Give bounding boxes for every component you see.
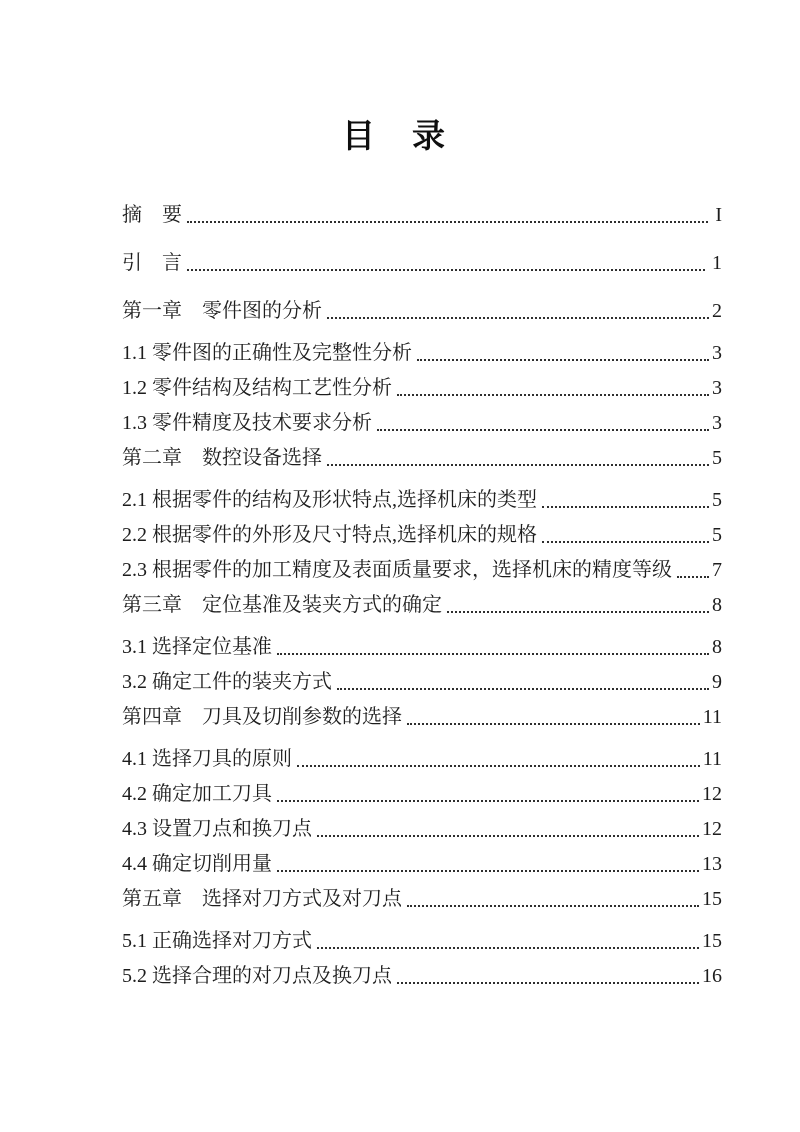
toc-leader-dots — [317, 928, 699, 949]
toc-entry — [122, 202, 722, 228]
toc-entry-label: 1.2 零件结构及结构工艺性分析 — [122, 377, 392, 399]
toc-page-number: 12 — [702, 818, 722, 840]
toc-leader-dots — [417, 340, 709, 361]
toc-entry-label: 3.1 选择定位基准 — [122, 636, 272, 658]
toc-entry-label: 5.2 选择合理的对刀点及换刀点 — [122, 965, 392, 987]
toc-entry-label: 4.4 确定切削用量 — [122, 853, 272, 875]
toc-leader-dots — [542, 522, 709, 543]
toc-entry-label: 第五章 选择对刀方式及对刀点 — [122, 888, 402, 910]
toc-page-number: 13 — [702, 853, 722, 875]
toc-entry — [122, 410, 722, 436]
toc-entry — [122, 816, 722, 842]
toc-leader-dots — [297, 746, 700, 767]
toc-leader-dots — [277, 634, 709, 655]
toc-leader-dots — [187, 250, 705, 271]
toc-entry — [122, 250, 722, 276]
toc-page-number: 3 — [712, 412, 722, 434]
toc-entry-label: 3.2 确定工件的装夹方式 — [122, 671, 332, 693]
toc-list — [122, 202, 722, 989]
toc-leader-dots — [397, 375, 709, 396]
toc-leader-dots — [377, 410, 709, 431]
toc-leader-dots — [317, 816, 699, 837]
toc-entry-label: 第二章 数控设备选择 — [122, 447, 322, 469]
toc-entry-label: 第一章 零件图的分析 — [122, 300, 322, 322]
toc-leader-dots — [407, 886, 699, 907]
toc-entry — [122, 298, 722, 324]
toc-page-number: 15 — [702, 888, 722, 910]
toc-entry-label: 2.3 根据零件的加工精度及表面质量要求，选择机床的精度等级 — [122, 559, 672, 581]
page-title: 目 录 — [342, 117, 447, 154]
toc-leader-dots — [187, 202, 708, 223]
toc-page-number: 8 — [712, 636, 722, 658]
toc-entry — [122, 340, 722, 366]
toc-entry-label: 4.1 选择刀具的原则 — [122, 748, 292, 770]
toc-leader-dots — [397, 963, 699, 984]
toc-entry — [122, 669, 722, 695]
toc-entry — [122, 592, 722, 618]
toc-entry-label: 第四章 刀具及切削参数的选择 — [122, 706, 402, 728]
toc-page-number: 15 — [702, 930, 722, 952]
toc-page-number: 3 — [712, 377, 722, 399]
toc-entry — [122, 557, 722, 583]
toc-entry-label: 1.1 零件图的正确性及完整性分析 — [122, 342, 412, 364]
toc-entry — [122, 522, 722, 548]
toc-page-number: 3 — [712, 342, 722, 364]
toc-entry — [122, 781, 722, 807]
toc-entry-label: 引 言 — [122, 252, 182, 274]
toc-leader-dots — [277, 781, 699, 802]
toc-leader-dots — [407, 704, 700, 725]
toc-leader-dots — [327, 445, 709, 466]
toc-entry-label: 第三章 定位基准及装夹方式的确定 — [122, 594, 442, 616]
toc-page-number: 5 — [712, 447, 722, 469]
toc-entry — [122, 487, 722, 513]
toc-entry — [122, 963, 722, 989]
toc-entry-label: 4.2 确定加工刀具 — [122, 783, 272, 805]
toc-entry-label: 4.3 设置刀点和换刀点 — [122, 818, 312, 840]
toc-page-number: 5 — [712, 489, 722, 511]
toc-leader-dots — [337, 669, 709, 690]
toc-entry — [122, 928, 722, 954]
toc-page-number: 7 — [712, 559, 722, 581]
toc-leader-dots — [277, 851, 699, 872]
toc-entry — [122, 886, 722, 912]
toc-entry-label: 2.2 根据零件的外形及尺寸特点,选择机床的规格 — [122, 524, 537, 546]
toc-leader-dots — [447, 592, 709, 613]
toc-entry — [122, 634, 722, 660]
toc-entry-label: 1.3 零件精度及技术要求分析 — [122, 412, 372, 434]
toc-page-number: 9 — [712, 671, 722, 693]
toc-entry-label: 5.1 正确选择对刀方式 — [122, 930, 312, 952]
toc-page-number: 8 — [712, 594, 722, 616]
toc-leader-dots — [542, 487, 709, 508]
toc-entry — [122, 746, 722, 772]
toc-leader-dots — [327, 298, 709, 319]
toc-leader-dots — [677, 557, 709, 578]
toc-page-number: 1 — [712, 252, 722, 274]
toc-entry-label: 2.1 根据零件的结构及形状特点,选择机床的类型 — [122, 489, 537, 511]
toc-entry — [122, 704, 722, 730]
toc-page-number: 2 — [712, 300, 722, 322]
toc-page-number: 11 — [702, 706, 722, 728]
toc-entry — [122, 375, 722, 401]
toc-page-number: I — [715, 204, 722, 226]
toc-entry — [122, 851, 722, 877]
toc-page-number: 12 — [702, 783, 722, 805]
toc-page-number: 5 — [712, 524, 722, 546]
toc-page-number: 16 — [702, 965, 722, 987]
toc-page-number: 11 — [702, 748, 722, 770]
toc-entry-label: 摘 要 — [122, 204, 182, 226]
toc-entry — [122, 445, 722, 471]
